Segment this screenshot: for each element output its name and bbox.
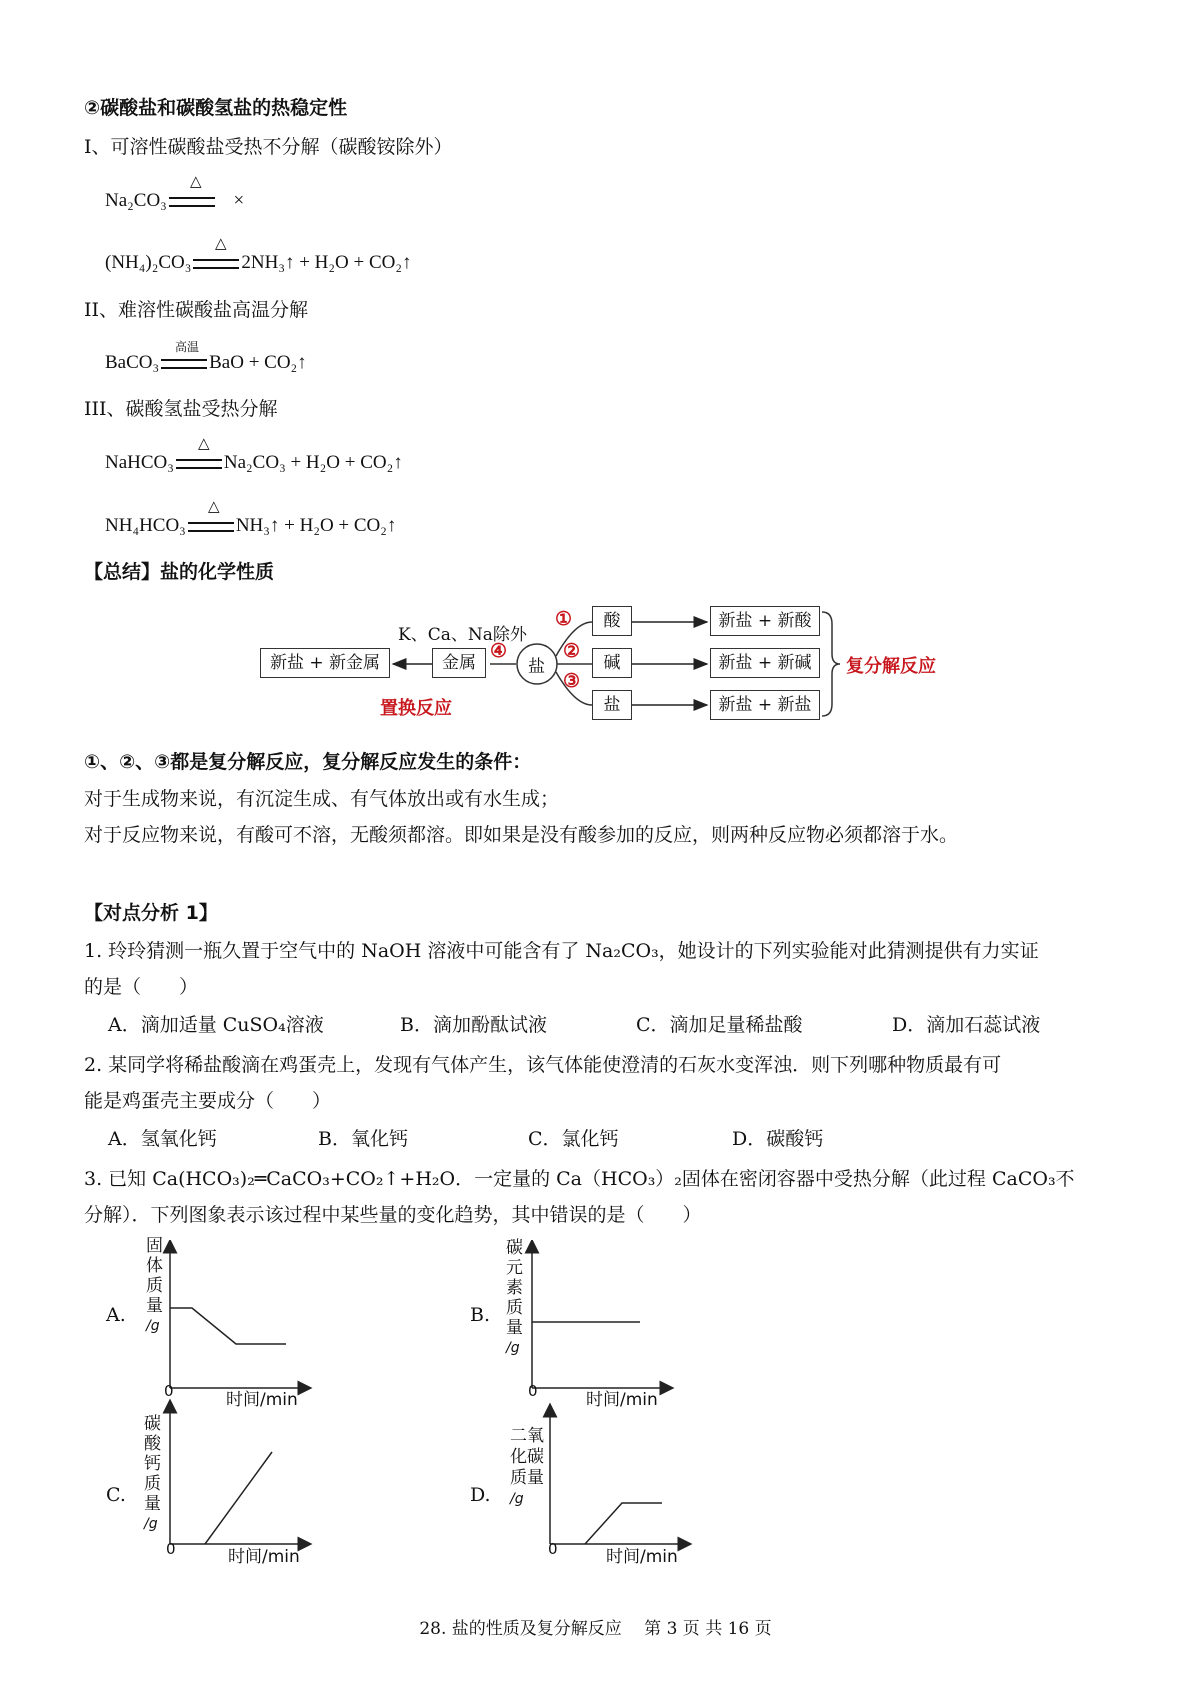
graph-b-ylabel (506, 1238, 528, 1358)
ylabel-char: 质 (146, 1276, 163, 1296)
salt-center-label: 盐 (528, 657, 545, 677)
conditions-line-2: 对于反应物来说，有酸可不溶，无酸须都溶。即如果是没有酸参加的反应，则两种反应物必须都溶于水。 (84, 824, 959, 846)
ylabel-char: 量 (144, 1494, 161, 1514)
graphs-area (0, 1240, 1191, 1600)
number-3: ③ (563, 670, 581, 692)
metal-box: 金属 (432, 648, 486, 678)
q2-option-c[interactable]: C．氯化钙 (528, 1128, 619, 1150)
equation-4-right: Na₂CO₃ + H₂O + CO₂↑ (223, 452, 403, 473)
acid-box: 酸 (592, 606, 632, 636)
ylabel-unit: /g (144, 1516, 158, 1532)
subsection-i-title: I、可溶性碳酸盐受热不分解（碳酸铵除外） (84, 136, 453, 158)
ylabel-char: 化碳 (510, 1447, 544, 1467)
number-1: ① (555, 608, 573, 630)
graph-c-xlabel: 时间/min (228, 1547, 300, 1567)
graph-a-letter: A. (106, 1304, 126, 1326)
diagram-lines (0, 0, 1191, 760)
ylabel-char: 固 (146, 1236, 163, 1256)
graph-a (170, 1246, 305, 1388)
salt-box: 盐 (592, 690, 632, 720)
ylabel-char: 钙 (144, 1454, 161, 1474)
ylabel-char: 元 (506, 1258, 523, 1278)
equation-3-right: BaO + CO₂↑ (209, 352, 307, 373)
graph-b-letter: B. (470, 1304, 491, 1326)
ylabel-unit: /g (510, 1491, 524, 1507)
q2-option-d[interactable]: D．碳酸钙 (732, 1128, 824, 1150)
question-1-line-1: 1. 玲玲猜测一瓶久置于空气中的 NaOH 溶液中可能含有了 Na₂CO₃，她设计的下列实验能对此猜测提供有力实证 (84, 940, 1039, 962)
displacement-label: 置换反应 (380, 698, 452, 719)
graph-d-letter: D. (470, 1484, 491, 1506)
q2-option-b[interactable]: B．氧化钙 (318, 1128, 408, 1150)
subsection-iii-title: III、碳酸氢盐受热分解 (84, 398, 278, 420)
graph-a-ylabel (146, 1236, 168, 1336)
graph-a-xlabel: 时间/min (226, 1390, 298, 1410)
equation-3-condition: 高温 (175, 340, 200, 354)
equation-2-right: 2NH₃↑ + H₂O + CO₂↑ (241, 252, 412, 273)
equation-1-condition: △ (190, 172, 202, 190)
ylabel-char: 体 (146, 1256, 163, 1276)
ylabel-char: 量 (146, 1296, 163, 1316)
graph-c-line (205, 1452, 272, 1544)
ylabel-unit: /g (146, 1318, 160, 1334)
equation-1-right: × (233, 190, 245, 211)
summary-title: 【总结】盐的化学性质 (84, 561, 275, 583)
ylabel-unit: /g (506, 1340, 520, 1356)
ylabel-char: 质量 (510, 1468, 544, 1488)
result-acid-box: 新盐 + 新酸 (710, 606, 820, 636)
question-2-line-2: 能是鸡蛋壳主要成分（ ） (84, 1090, 332, 1112)
conditions-title: ①、②、③都是复分解反应，复分解反应发生的条件： (84, 751, 532, 773)
ylabel-char: 质 (506, 1298, 523, 1318)
base-box: 碱 (592, 648, 632, 678)
equation-5-condition: △ (208, 497, 220, 515)
graph-d-line (585, 1503, 662, 1544)
equation-4-left: NaHCO₃ (105, 452, 174, 473)
result-salt-box: 新盐 + 新盐 (710, 690, 820, 720)
brace (822, 612, 840, 716)
conditions-line-1: 对于生成物来说，有沉淀生成、有气体放出或有水生成； (84, 788, 560, 810)
graph-d-origin: 0 (548, 1540, 558, 1558)
ylabel-char: 碳 (506, 1238, 523, 1258)
section-heading: ②碳酸盐和碳酸氢盐的热稳定性 (84, 97, 348, 119)
equation-4-condition: △ (198, 434, 210, 452)
graph-d (550, 1410, 685, 1544)
q1-option-c[interactable]: C．滴加足量稀盐酸 (636, 1014, 803, 1036)
graph-c-origin: 0 (166, 1540, 176, 1558)
graph-c-ylabel (144, 1414, 166, 1534)
equation-3-left: BaCO₃ (105, 352, 160, 373)
exception-note: K、Ca、Na除外 (398, 625, 527, 645)
graph-b-origin: 0 (528, 1382, 538, 1400)
q1-option-d[interactable]: D．滴加石蕊试液 (892, 1014, 1041, 1036)
q2-option-a[interactable]: A．氢氧化钙 (108, 1128, 217, 1150)
ylabel-char: 二氧 (510, 1426, 544, 1446)
graph-a-line (170, 1308, 286, 1344)
new-salt-new-metal-box: 新盐 + 新金属 (260, 648, 390, 678)
question-3-line-1: 3. 已知 Ca(HCO₃)₂═CaCO₃+CO₂↑+H₂O．一定量的 Ca（HCO₃）₂固体在密闭容器中受热分解（此过程 CaCO₃不 (84, 1168, 1075, 1190)
graph-b (532, 1246, 667, 1388)
equation-2-left: (NH₄)₂CO₃ (105, 252, 192, 273)
graph-d-ylabel (510, 1426, 554, 1510)
number-4: ④ (490, 640, 508, 662)
ylabel-char: 质 (144, 1474, 161, 1494)
question-2-line-1: 2. 某同学将稀盐酸滴在鸡蛋壳上，发现有气体产生，该气体能使澄清的石灰水变浑浊．则下列哪种物质最有可 (84, 1054, 1002, 1076)
graph-b-xlabel: 时间/min (586, 1390, 658, 1410)
ylabel-char: 碳 (144, 1414, 161, 1434)
graph-c (170, 1406, 305, 1544)
equation-5-right: NH₃↑ + H₂O + CO₂↑ (235, 515, 397, 536)
graph-d-xlabel: 时间/min (606, 1547, 678, 1567)
graph-a-origin: 0 (164, 1382, 174, 1400)
double-decomposition-label: 复分解反应 (846, 656, 936, 677)
analysis-title: 【对点分析 1】 (84, 902, 218, 924)
q1-option-a[interactable]: A．滴加适量 CuSO₄溶液 (108, 1014, 324, 1036)
result-base-box: 新盐 + 新碱 (710, 648, 820, 678)
graph-c-letter: C. (106, 1484, 126, 1506)
page-footer: 28. 盐的性质及复分解反应 第 3 页 共 16 页 (419, 1619, 772, 1639)
number-2: ② (563, 640, 581, 662)
ylabel-char: 量 (506, 1318, 523, 1338)
ylabel-char: 酸 (144, 1434, 161, 1454)
q1-option-b[interactable]: B．滴加酚酞试液 (400, 1014, 547, 1036)
equation-1-left: Na₂CO₃ (105, 190, 167, 211)
equation-2-condition: △ (215, 234, 227, 252)
ylabel-char: 素 (506, 1278, 523, 1298)
question-3-line-2: 分解）．下列图象表示该过程中某些量的变化趋势，其中错误的是（ ） (84, 1204, 702, 1226)
question-1-line-2: 的是（ ） (84, 976, 199, 998)
subsection-ii-title: II、难溶性碳酸盐高温分解 (84, 299, 309, 321)
equation-5-left: NH₄HCO₃ (105, 515, 186, 536)
